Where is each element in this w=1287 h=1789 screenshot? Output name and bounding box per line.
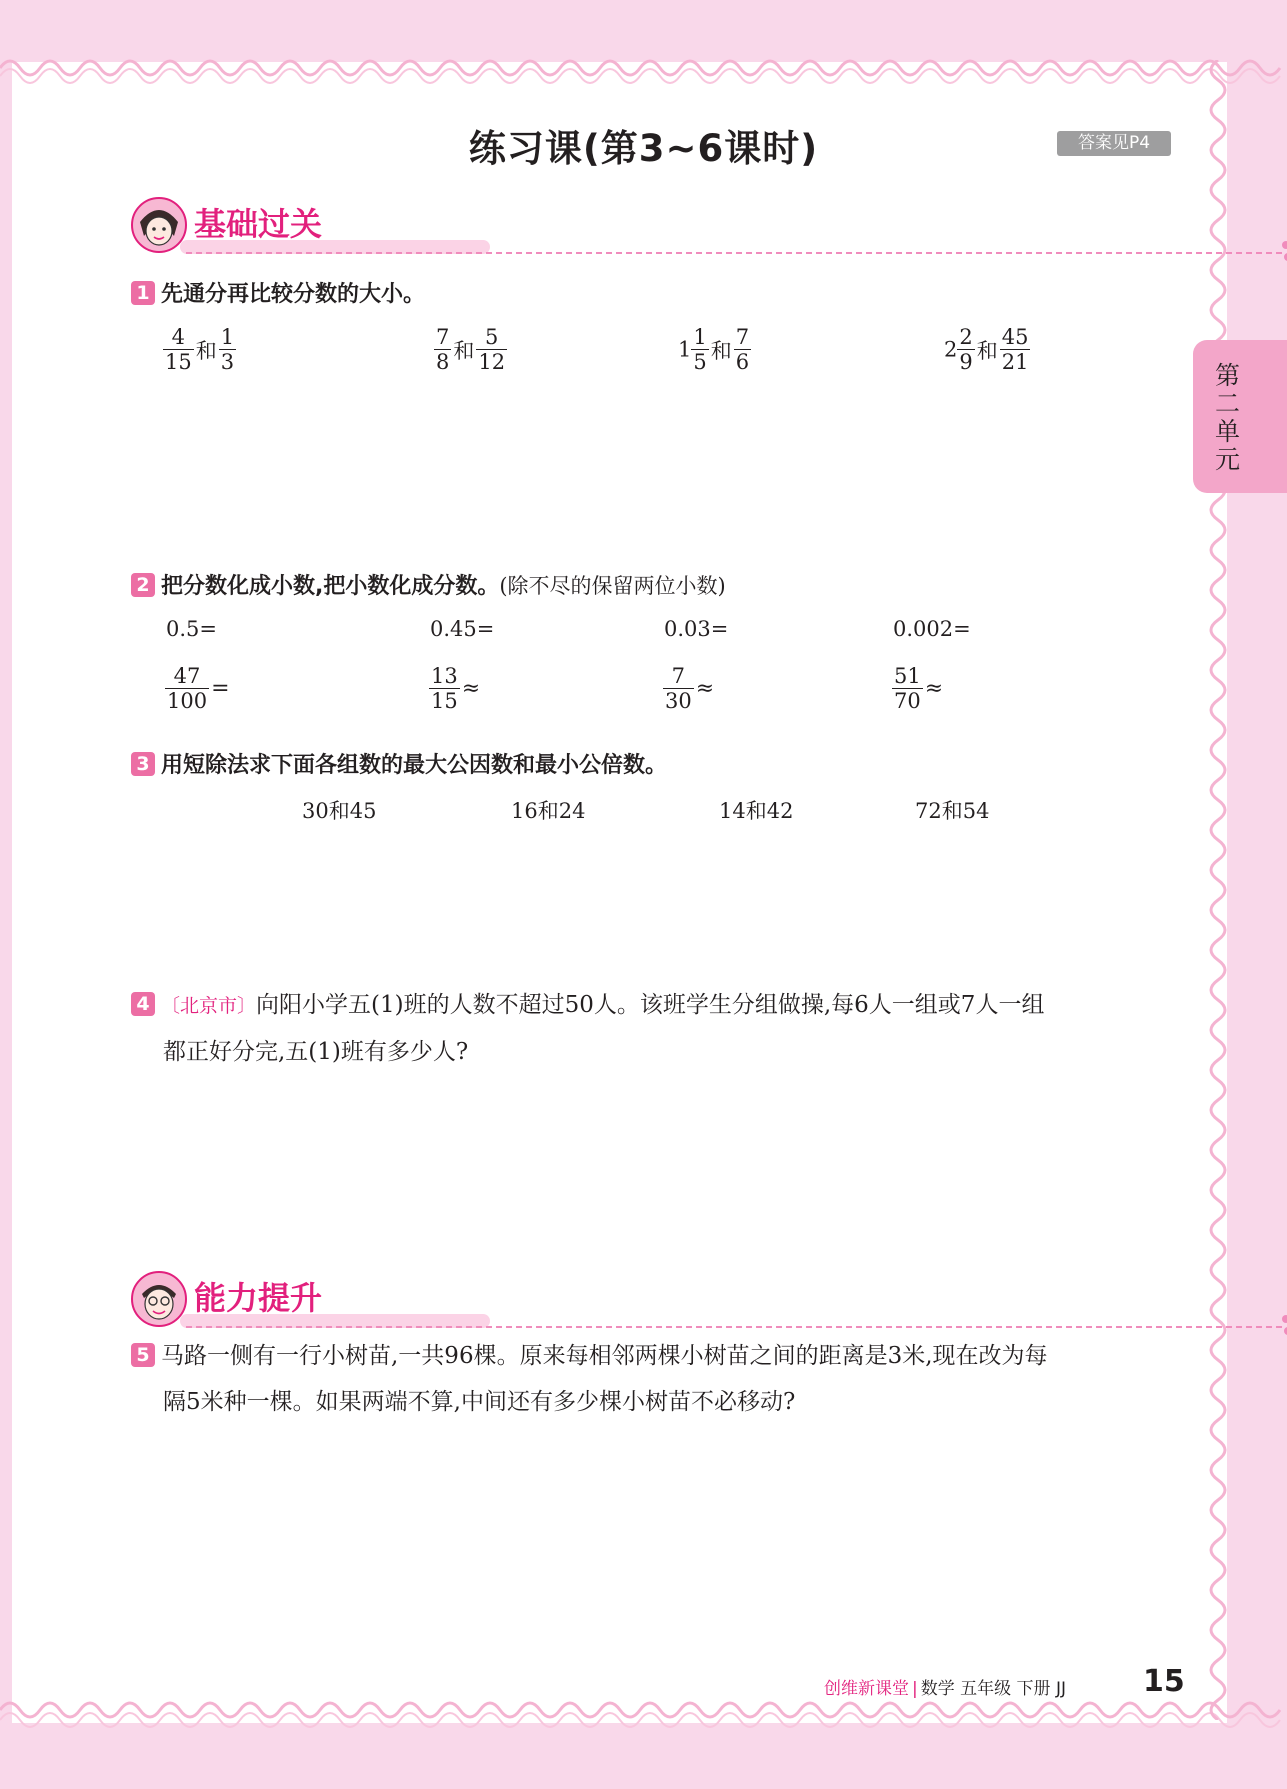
numerator: 1 (693, 325, 707, 349)
numerator: 51 (894, 664, 921, 688)
numerator: 2 (959, 325, 973, 349)
denominator: 70 (894, 689, 921, 713)
fraction (163, 325, 194, 374)
answer-reference-badge: 答案见P4 (1057, 131, 1171, 156)
question-5-text-1: 马路一侧有一行小树苗,一共96棵。原来每相邻两棵小树苗之间的距离是3米,现在改为每 (161, 1343, 1048, 1369)
section-dashed-line (186, 1326, 1282, 1328)
numerator: 4 (163, 325, 194, 350)
q1-item-3 (678, 325, 751, 374)
question-number-badge: 3 (131, 752, 155, 776)
and-word: 和 (195, 338, 217, 363)
fraction (219, 325, 236, 374)
denominator: 15 (165, 350, 192, 374)
question-number-badge: 4 (131, 992, 155, 1016)
right-wave-border (1200, 60, 1240, 1720)
section-label-basic: 基础过关 (194, 205, 323, 243)
operator: = (211, 676, 230, 701)
q2-fraction-4 (892, 664, 943, 713)
q1-item-2 (434, 325, 507, 374)
section-header-basic (130, 196, 1287, 266)
denominator: 12 (478, 350, 506, 374)
q2-decimal-3: 0.03= (664, 617, 729, 641)
fraction (476, 325, 507, 374)
footer-info: 数学 五年级 下册 JJ (920, 1679, 1066, 1699)
denominator: 8 (436, 350, 450, 374)
question-4-text-1: 向阳小学五(1)班的人数不超过50人。该班学生分组做操,每6人一组或7人一组 (256, 992, 1045, 1018)
question-2-text: 把分数化成小数,把小数化成分数。 (161, 574, 500, 599)
fraction (957, 325, 974, 374)
q2-decimal-1: 0.5= (166, 617, 217, 641)
operator: ≈ (461, 676, 481, 701)
q2-decimal-2: 0.45= (430, 617, 495, 641)
numerator: 7 (436, 325, 450, 349)
denominator: 100 (167, 689, 208, 713)
bottom-wave-border (0, 1698, 1287, 1738)
region-tag: 〔北京市〕 (161, 995, 257, 1017)
section-label-advanced: 能力提升 (194, 1279, 323, 1317)
numerator: 7 (735, 325, 750, 349)
dots-icon (1280, 1314, 1287, 1338)
fraction (691, 325, 708, 374)
denominator: 30 (665, 689, 692, 713)
unit-side-tab (1193, 340, 1287, 493)
question-3 (131, 748, 667, 779)
section-dashed-line (186, 252, 1282, 254)
q2-fraction-3 (663, 664, 714, 713)
fraction (434, 325, 451, 374)
numerator: 7 (663, 664, 694, 689)
footer-brand: 创维新课堂 (824, 1679, 909, 1699)
and-word: 和 (710, 338, 732, 363)
q3-pair-1: 30和45 (302, 799, 377, 823)
question-1 (131, 277, 425, 308)
girl-mascot-icon (130, 196, 188, 254)
q3-pair-3: 14和42 (719, 799, 794, 823)
boy-mascot-icon (130, 1270, 188, 1328)
question-number-badge: 1 (131, 281, 155, 305)
numerator: 13 (431, 664, 458, 688)
q1-item-4 (944, 325, 1030, 374)
whole-number: 1 (678, 337, 692, 362)
question-1-text: 先通分再比较分数的大小。 (161, 282, 426, 307)
q1-item-1 (163, 325, 236, 374)
question-3-text: 用短除法求下面各组数的最大公因数和最小公倍数。 (161, 753, 668, 778)
q2-fraction-2 (429, 664, 480, 713)
whole-number: 2 (944, 337, 958, 362)
fraction (429, 664, 460, 713)
page-number: 15 (1143, 1664, 1185, 1699)
footer-separator: | (912, 1679, 918, 1699)
denominator: 5 (693, 350, 707, 374)
fraction (892, 664, 923, 713)
question-4-line-1 (131, 982, 1181, 1029)
unit-side-tab-label: 第二单元 (1215, 361, 1241, 474)
denominator: 15 (431, 689, 458, 713)
question-2 (131, 569, 726, 600)
numerator: 47 (165, 664, 209, 689)
page-title: 练习课(第3~6课时) (468, 127, 819, 170)
denominator: 6 (735, 350, 750, 374)
and-word: 和 (453, 338, 475, 363)
fraction (165, 664, 209, 713)
dots-icon (1280, 240, 1287, 264)
q2-decimal-4: 0.002= (893, 617, 971, 641)
numerator: 45 (1001, 325, 1029, 349)
q3-pair-4: 72和54 (915, 799, 990, 823)
q2-fraction-1 (165, 664, 230, 713)
question-2-note: (除不尽的保留两位小数) (499, 574, 726, 598)
q3-pair-2: 16和24 (511, 799, 586, 823)
question-number-badge: 2 (131, 573, 155, 597)
operator: ≈ (924, 676, 944, 701)
fraction (1000, 325, 1031, 374)
top-wave-border (0, 48, 1287, 88)
footer-book-info (824, 1674, 1066, 1699)
denominator: 21 (1001, 350, 1029, 374)
section-header-advanced (130, 1270, 1287, 1340)
denominator: 9 (959, 350, 973, 374)
numerator: 1 (220, 325, 235, 349)
question-4 (131, 982, 1181, 1075)
question-5-line-2: 隔5米种一棵。如果两端不算,中间还有多少棵小树苗不必移动? (163, 1389, 796, 1415)
denominator: 3 (220, 350, 235, 374)
question-number-badge: 5 (131, 1343, 155, 1367)
fraction (734, 325, 751, 374)
and-word: 和 (976, 338, 998, 363)
fraction (663, 664, 694, 713)
question-5-line-1 (131, 1333, 1181, 1379)
question-5 (131, 1333, 1181, 1425)
operator: ≈ (695, 676, 715, 701)
numerator: 5 (476, 325, 507, 350)
page-content-area (12, 62, 1227, 1723)
question-4-line-2: 都正好分完,五(1)班有多少人? (163, 1039, 469, 1065)
